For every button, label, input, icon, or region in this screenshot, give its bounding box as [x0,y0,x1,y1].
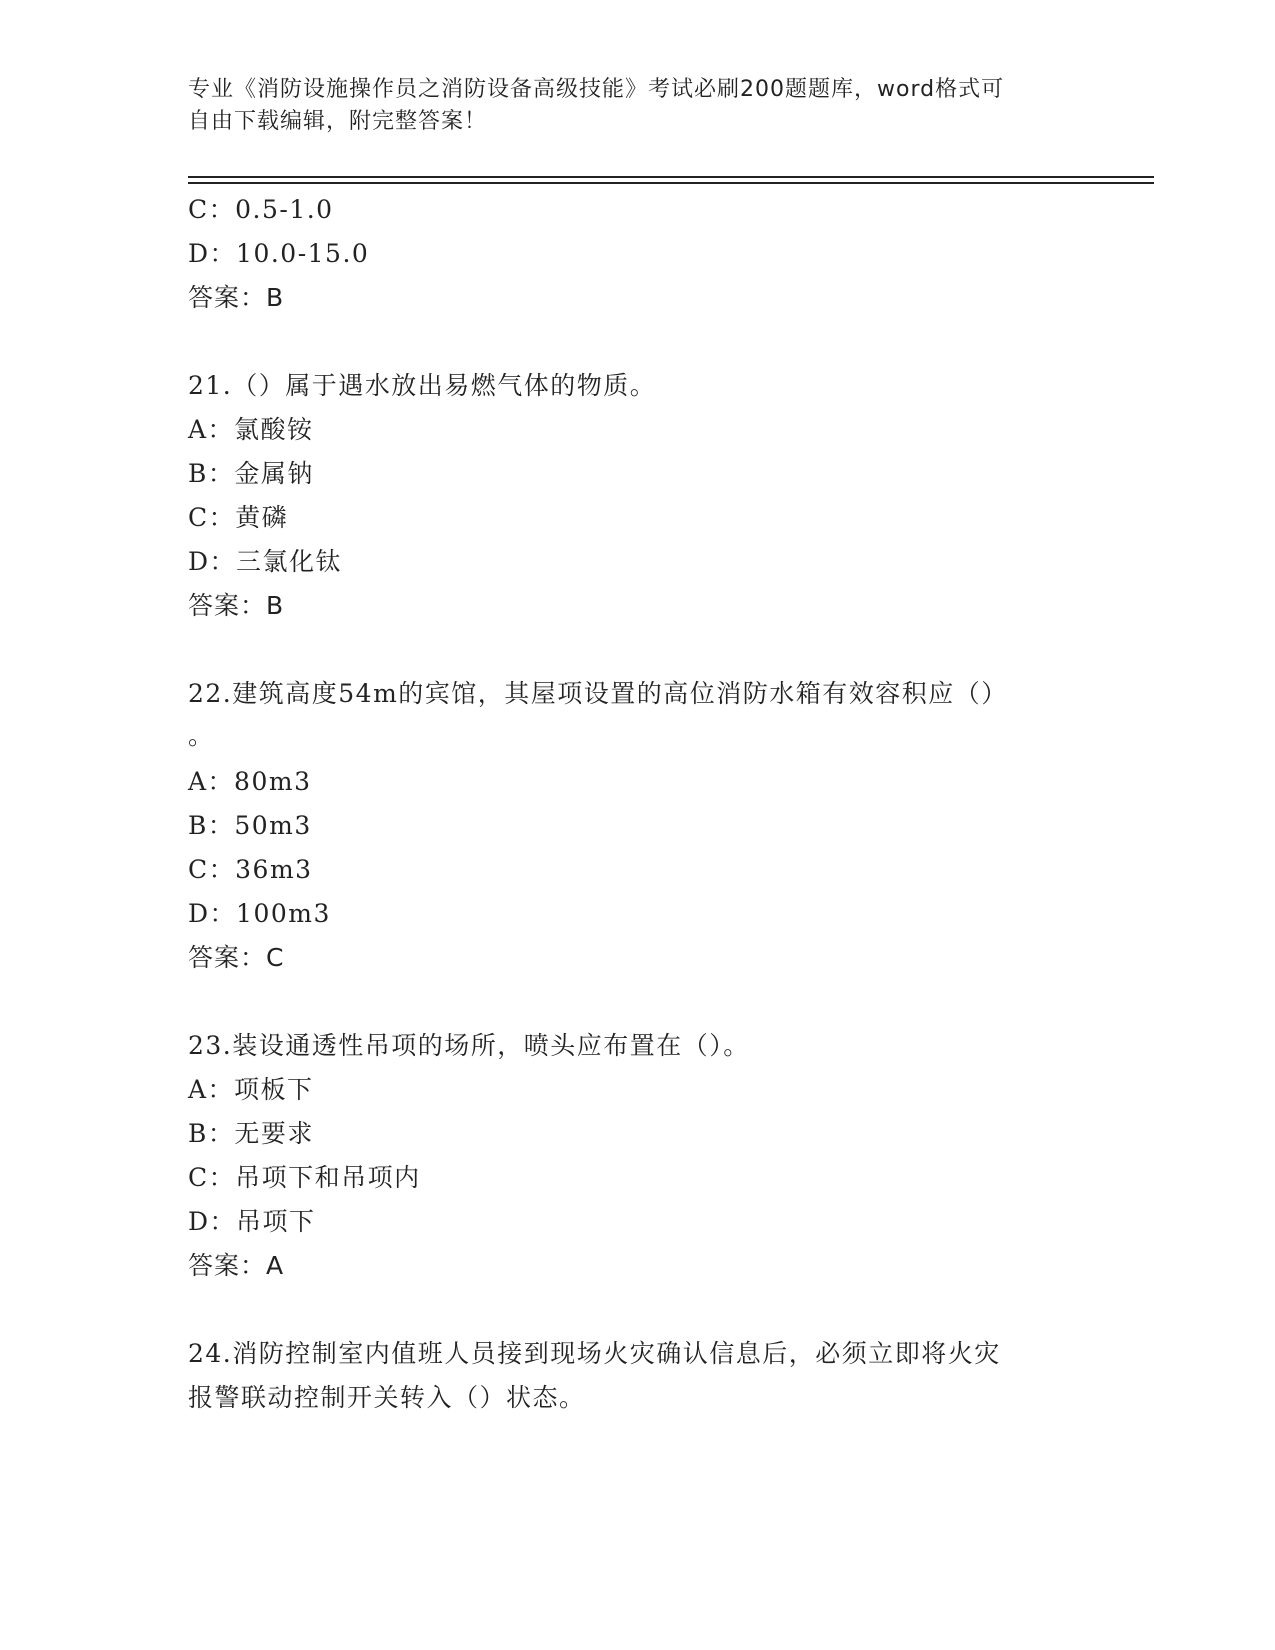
q24-text-line-1: 24.消防控制室内值班人员接到现场火灾确认信息后，必须立即将火灾 [188,1339,1001,1368]
q23-option-b: B：无要求 [188,1119,314,1148]
q22-text-line-1: 22.建筑高度54m的宾馆，其屋项设置的高位消防水箱有效容积应（） [188,679,1008,708]
q22-option-b: B：50m3 [188,811,312,840]
q21-answer: 答案：B [188,591,285,620]
q21-option-b: B：金属钠 [188,459,314,488]
q23-option-c: C：吊项下和吊项内 [188,1163,421,1192]
q22-option-d: D：100m3 [188,899,331,928]
header-divider-top [188,176,1154,178]
q23-option-a: A：项板下 [188,1075,314,1104]
q21-text: 21.（）属于遇水放出易燃气体的物质。 [188,371,657,400]
q22-option-c: C：36m3 [188,855,313,884]
q21-option-d: D：三氯化钛 [188,547,343,576]
prev-answer: 答案：B [188,283,285,312]
q23-answer: 答案：A [188,1251,285,1280]
q22-answer: 答案：C [188,943,285,972]
prev-option-c: C：0.5-1.0 [188,195,334,224]
q21-option-a: A：氯酸铵 [188,415,314,444]
q21-option-c: C：黄磷 [188,503,289,532]
q24-text-line-2: 报警联动控制开关转入（）状态。 [188,1383,586,1412]
document-header [188,74,1078,138]
q22-text-line-2: 。 [188,721,215,750]
header-line-2: 自由下载编辑，附完整答案！ [188,109,488,134]
q23-text: 23.装设通透性吊项的场所，喷头应布置在（）。 [188,1031,750,1060]
header-divider-bottom [188,182,1154,184]
prev-option-d: D：10.0-15.0 [188,239,370,268]
header-line-1: 专业《消防设施操作员之消防设备高级技能》考试必刷200题题库，word格式可 [188,77,1005,102]
q22-option-a: A：80m3 [188,767,312,796]
q23-option-d: D：吊项下 [188,1207,316,1236]
